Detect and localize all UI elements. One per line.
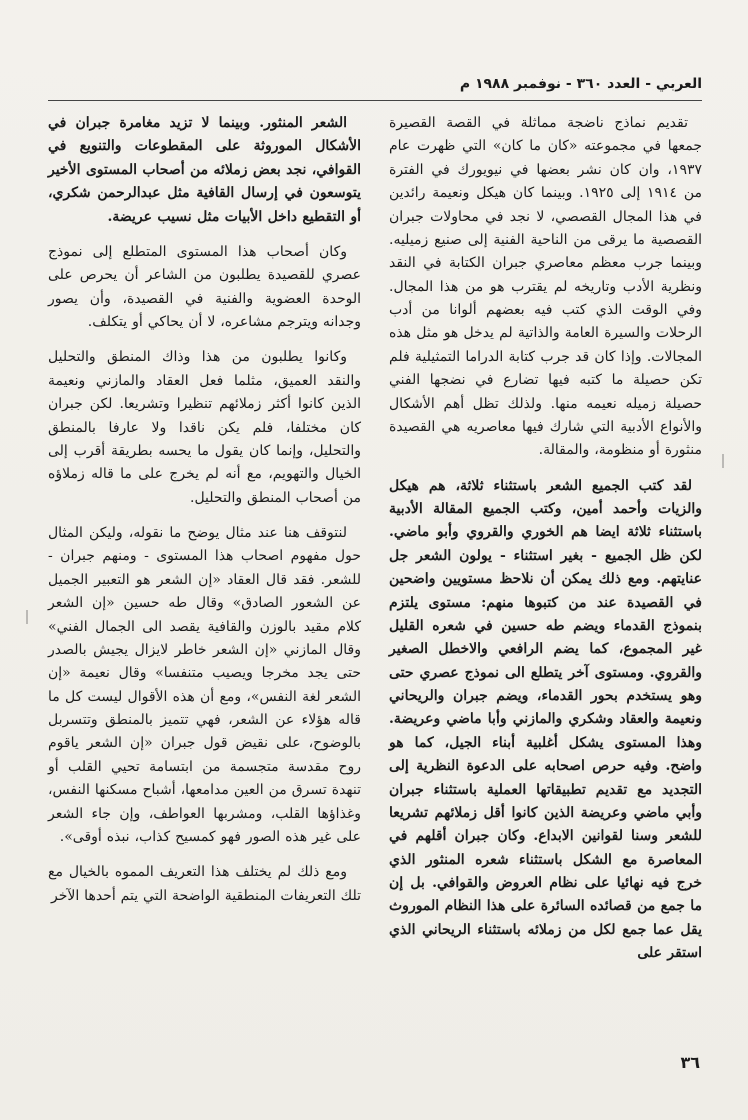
page-number: ٣٦: [680, 1053, 700, 1072]
left-paragraph-3: وكانوا يطلبون من هذا وذاك المنطق والتحليل والنقد العميق، مثلما فعل العقاد والمازني ونعيمة الذين كانوا أكثر زملائهم تنظيرا وتشريعا. لكن جبران كان مختلفا، فلم يكن ناقدا ولا عارفا بالمنطق والتحليل، وإنما كان يقول ما يحسه بطريقة أقرب إلى الخيال والتهويم، مع أنه لم يخرج على ما قاله زملاؤه من أصحاب المنطق والتحليل.: [48, 349, 361, 506]
running-head: العربي - العدد ٣٦٠ - نوفمبر ١٩٨٨ م: [459, 76, 702, 92]
left-paragraph-2: وكان أصحاب هذا المستوى المتطلع إلى نموذج عصري للقصيدة يطلبون من الشاعر أن يحرص على الوحدة العضوية والفنية في القصيدة، وأن يصور وجدانه ويترجم مشاعره، لا أن يحاكي أو يتكلف.: [48, 243, 361, 330]
left-paragraph-4: لنتوقف هنا عند مثال يوضح ما نقوله، وليكن المثال حول مفهوم اصحاب هذا المستوى - ومنهم جبران - للشعر. فقد قال العقاد «إن الشعر هو التعبير الجميل عن الشعور الصادق» وقال طه حسين «إن الشعر كلام مقيد بالوزن والقافية يقصد الى الجمال الفني» وقال المازني «إن الشعر خاطر لايزال يجيش بالصدر حتى يجد مخرجا ويصيب متنفسا» وقال نعيمة «إن الشعر لغة النفس»، ومع أن هذه الأقوال ليست كل ما قاله هؤلاء عن الشعر، فهي تتميز بالمنطق وتتسربل بالوضوح، على نقيض قول جبران «إن الشعر ياقوم روح مقدسة متجسمة من ابتسامة تحيي القلب أو تنهدة تسرق من العين مدامعها، أشباح مسكنها النفس، وغذاؤها القلب، ومشربها العواطف، وإن جاء الشعر على غير هذه الصور فهو كمسيح كذاب، نبذه أوقى».: [48, 525, 361, 845]
right-paragraph-1: تقديم نماذج ناضجة مماثلة في القصة القصيرة جمعها في مجموعته «كان ما كان» التي ظهرت عام ١٩٣٧، وان كان نشر بعضها في نيويورك في الفترة من ١٩١٤ إلى ١٩٢٥. وبينما كان هيكل ونعيمة رائدين في هذا المجال القصصي، لا نجد في محاولات جبران القصصية ما يرقى من الناحية الفنية إلى صنيع زميليه. وبينما جرب معظم معاصري جبران الكتابة في النقد ونظرية الأدب وتاريخه لم يقترب هو من هذا المجال. وفي الوقت الذي كتب فيه بعضهم ألوانا من أدب الرحلات والسيرة العامة والذاتية لم يدخل هو مثل هذه المجالات. وإذا كان قد جرب كتابة الدراما التمثيلية فلم تكن حصيلة ما كتبه فيها تضارع في نضجها الفني حصيلة زميله نعيمه منها. ولذلك تظل أهم الأشكال والأنواع الأدبية التي شارك فيها معاصريه هي القصيدة منثورة أو منظومة، والمقالة.: [389, 115, 702, 459]
text-columns: [48, 112, 702, 1032]
margin-mark: [26, 610, 28, 624]
header-rule: [48, 100, 702, 101]
page-header: [48, 72, 702, 96]
right-column: [389, 112, 702, 978]
left-paragraph-5: ومع ذلك لم يختلف هذا التعريف المموه بالخيال مع تلك التعريفات المنطقية الواضحة التي يتم أحدها الآخر: [48, 864, 361, 904]
right-paragraph-2: لقد كتب الجميع الشعر باستثناء ثلاثة، هم هيكل والزيات وأحمد أمين، وكتب الجميع المقالة الأدبية باستثناء ثلاثة ايضا هم الخوري والقروي وأبو ماضي. لكن ظل الجميع - بغير استثناء - يولون الشعر جل عنايتهم. ومع ذلك يمكن أن نلاحظ مستويين واضحين في القصيدة عند من كتبوها منهم: مستوى يلتزم بنموذج القدماء ويضم طه حسين في شعره القليل غير المجموع، كما يضم الرافعي والاخطل الصغير والقروي. ومستوى آخر يتطلع الى نموذج عصري حتى وهو يستخدم بحور القدماء، ويضم جبران والريحاني ونعيمة والعقاد وشكري والمازني وأبا ماضي وعريضة. وهذا المستوى يشكل أغلبية أبناء الجيل، كما هو واضح. وفيه حرص اصحابه على الدعوة النظرية إلى التجديد مع تقديم تطبيقاتها العملية باستثناء جبران وأبي ماضي وعريضة الذين كانوا أقل زملائهم تشريعا للشعر وسنا لقوانين الابداع. وكان جبران أقلهم في المعاصرة مع الشكل باستثناء شعره المنثور الذي خرج فيه نهائيا على نظام العروض والقوافي. بل إن ما جمع من قصائده السائرة على هذا النظام الموروث يقل عما جمع لكل من زملائه باستثناء الريحاني الذي استقر على: [389, 477, 702, 962]
left-column: [48, 112, 361, 920]
left-paragraph-1: الشعر المنثور. وبينما لا تزيد مغامرة جبران في الأشكال الموروثة على المقطوعات والتنويع في القوافي، نجد بعض زملائه من أصحاب المستوى الأخير يتوسعون في إرسال القافية مثل عبدالرحمن شكري، أو التقطيع داخل الأبيات مثل نسيب عريضة.: [47, 115, 361, 225]
margin-mark: [722, 454, 724, 468]
